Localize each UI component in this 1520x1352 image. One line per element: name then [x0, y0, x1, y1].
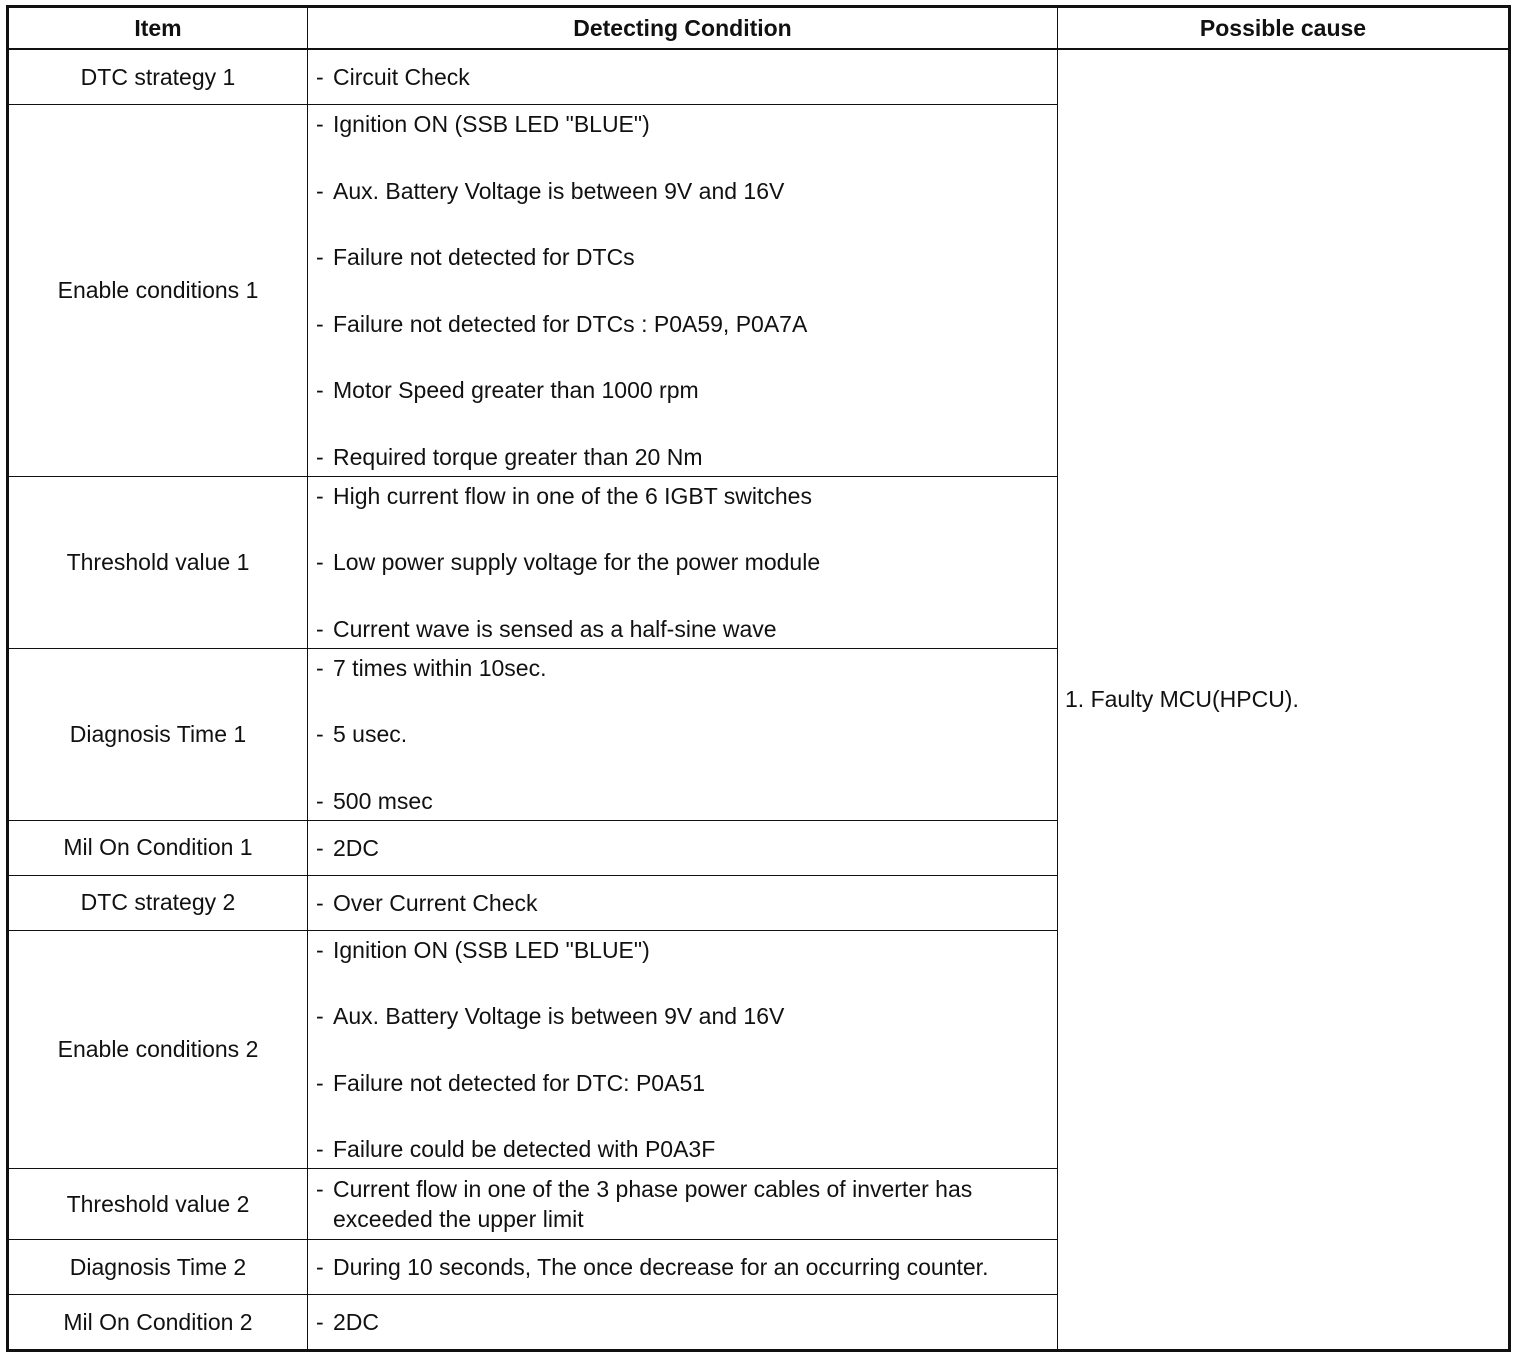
condition-text: Current wave is sensed as a half-sine wave	[333, 615, 777, 642]
condition-text: 7 times within 10sec.	[333, 654, 547, 681]
condition-text: Aux. Battery Voltage is between 9V and 16V	[333, 1003, 785, 1029]
bullet-dash: -	[316, 889, 324, 916]
condition-text: Aux. Battery Voltage is between 9V and 16V	[333, 177, 785, 204]
condition-text: Over Current Check	[333, 889, 538, 916]
condition-text: Failure could be detected with P0A3F	[333, 1136, 716, 1162]
bullet-dash: -	[316, 64, 324, 90]
bullet-dash: -	[316, 834, 324, 861]
bullet-dash: -	[316, 482, 324, 509]
item-cell: Enable conditions 2	[8, 930, 308, 1169]
condition-cell	[308, 930, 1058, 1169]
condition-text: Ignition ON (SSB LED "BLUE")	[333, 111, 650, 137]
bullet-dash: -	[316, 1309, 324, 1335]
condition-text: Failure not detected for DTCs : P0A59, P0A7A	[333, 310, 808, 337]
item-cell: Mil On Condition 1	[8, 820, 308, 875]
item-cell: Enable conditions 1	[8, 105, 308, 477]
condition-cell	[308, 476, 1058, 648]
bullet-dash: -	[316, 615, 324, 642]
item-cell: Threshold value 1	[8, 476, 308, 648]
condition-text: High current flow in one of the 6 IGBT switches	[333, 482, 812, 509]
condition-cell	[308, 875, 1058, 930]
bullet-dash: -	[316, 787, 324, 814]
dtc-table-container	[6, 5, 1511, 1352]
bullet-dash: -	[316, 177, 324, 204]
item-cell: Diagnosis Time 1	[8, 648, 308, 820]
header-row	[8, 7, 1510, 50]
condition-text: Motor Speed greater than 1000 rpm	[333, 377, 699, 403]
condition-text: Low power supply voltage for the power module	[333, 549, 821, 575]
condition-cell	[308, 1240, 1058, 1295]
bullet-dash: -	[316, 1003, 324, 1029]
bullet-dash: -	[316, 721, 324, 747]
condition-text: During 10 seconds, The once decrease for an occurring counter.	[333, 1254, 989, 1280]
bullet-dash: -	[316, 1136, 324, 1162]
condition-cell	[308, 820, 1058, 875]
condition-text: Required torque greater than 20 Nm	[333, 443, 703, 470]
bullet-dash: -	[316, 654, 324, 681]
bullet-dash: -	[316, 310, 324, 337]
bullet-dash: -	[316, 1254, 324, 1280]
bullet-dash: -	[316, 1069, 324, 1096]
header-item: Item	[8, 7, 308, 50]
bullet-dash: -	[316, 936, 324, 963]
condition-text: Failure not detected for DTC: P0A51	[333, 1069, 706, 1096]
bullet-dash: -	[316, 111, 324, 137]
condition-text: 2DC	[333, 834, 380, 861]
possible-cause-cell: 1. Faulty MCU(HPCU).	[1058, 49, 1510, 1351]
item-cell: Threshold value 2	[8, 1169, 308, 1240]
bullet-dash: -	[316, 377, 324, 403]
dtc-table	[6, 5, 1511, 1352]
bullet-dash: -	[316, 1176, 324, 1202]
condition-text: 2DC	[333, 1309, 380, 1335]
table-row	[8, 49, 1510, 105]
item-cell: DTC strategy 1	[8, 49, 308, 105]
condition-cell	[308, 105, 1058, 477]
item-cell: Diagnosis Time 2	[8, 1240, 308, 1295]
bullet-dash: -	[316, 443, 324, 470]
item-cell: Mil On Condition 2	[8, 1295, 308, 1351]
condition-text: Current flow in one of the 3 phase power cables of inverter has exceeded the upper limit	[333, 1176, 973, 1232]
item-cell: DTC strategy 2	[8, 875, 308, 930]
header-detecting-condition: Detecting Condition	[308, 7, 1058, 50]
condition-text: 500 msec	[333, 787, 433, 814]
bullet-dash: -	[316, 549, 324, 575]
condition-text: Ignition ON (SSB LED "BLUE")	[333, 936, 650, 963]
condition-cell	[308, 1169, 1058, 1240]
condition-cell	[308, 648, 1058, 820]
condition-text: 5 usec.	[333, 721, 408, 747]
header-possible-cause: Possible cause	[1058, 7, 1510, 50]
condition-cell	[308, 49, 1058, 105]
condition-cell	[308, 1295, 1058, 1351]
bullet-dash: -	[316, 244, 324, 270]
condition-text: Circuit Check	[333, 64, 470, 90]
condition-text: Failure not detected for DTCs	[333, 244, 635, 270]
